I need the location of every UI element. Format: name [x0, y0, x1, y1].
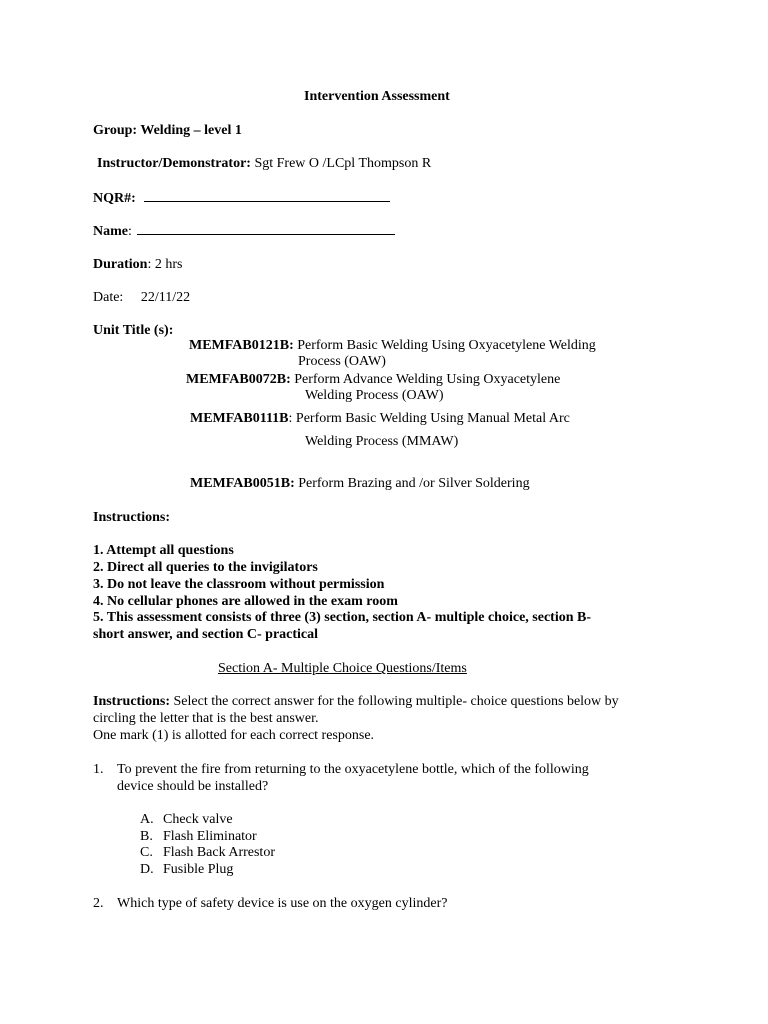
instruction-item: 3. Do not leave the classroom without permission	[93, 577, 385, 592]
question-2-number: 2.	[93, 896, 104, 911]
unit-1-line2: Process (OAW)	[298, 354, 386, 369]
duration-value: : 2 hrs	[147, 257, 183, 272]
unit-2-code: MEMFAB0072B:	[186, 372, 291, 387]
group-row	[93, 122, 242, 139]
date-value: 22/11/22	[140, 290, 191, 305]
option-letter: B.	[140, 829, 153, 844]
instruction-item: 5. This assessment consists of three (3) section, section A- multiple choice, section B-	[93, 610, 591, 625]
section-a-instructions-text: Select the correct answer for the following multiple- choice questions below by	[173, 694, 619, 709]
question-1-number: 1.	[93, 762, 104, 777]
question-1-option-b	[140, 828, 257, 845]
option-text: Fusible Plug	[163, 862, 234, 877]
unit-2-title: Perform Advance Welding Using Oxyacetylene	[294, 372, 561, 387]
group-value: Welding – level 1	[140, 123, 242, 138]
name-blank-line	[137, 222, 395, 235]
option-letter: D.	[140, 862, 154, 877]
date-label: Date:	[93, 290, 124, 305]
instructions-heading: Instructions:	[93, 510, 171, 525]
option-text: Check valve	[163, 812, 233, 827]
unit-1-line1	[189, 337, 596, 354]
section-a-instructions-line1	[93, 693, 619, 710]
instructor-value: Sgt Frew O /LCpl Thompson R	[254, 156, 432, 171]
question-1-option-d	[140, 861, 233, 878]
nqr-row	[93, 189, 390, 207]
group-label: Group:	[93, 123, 138, 138]
unit-3-title: : Perform Basic Welding Using Manual Metal Arc	[288, 411, 570, 426]
unit-title-label: Unit Title (s):	[93, 323, 174, 338]
question-1-option-a	[140, 811, 233, 828]
unit-3-line2: Welding Process (MMAW)	[305, 434, 459, 449]
option-text: Flash Eliminator	[163, 829, 257, 844]
instruction-item: 4. No cellular phones are allowed in the exam room	[93, 594, 398, 609]
option-letter: C.	[140, 845, 153, 860]
unit-2-line2: Welding Process (OAW)	[305, 388, 444, 403]
document-title: Intervention Assessment	[304, 89, 450, 104]
name-row	[93, 222, 395, 240]
unit-3-line1	[190, 410, 570, 427]
question-1-option-c	[140, 844, 275, 861]
section-a-instructions-line3: One mark (1) is allotted for each correct response.	[93, 728, 375, 743]
unit-1-title: Perform Basic Welding Using Oxyacetylene Welding	[297, 338, 596, 353]
nqr-blank-line	[144, 189, 390, 202]
duration-label: Duration	[93, 257, 148, 272]
unit-2-line1	[186, 371, 560, 388]
section-a-heading: Section A- Multiple Choice Questions/Items	[218, 661, 467, 676]
instruction-item: 2. Direct all queries to the invigilators	[93, 560, 318, 575]
name-label: Name	[93, 224, 128, 239]
name-colon: :	[128, 224, 132, 239]
instructor-label: Instructor/Demonstrator:	[97, 156, 251, 171]
option-letter: A.	[140, 812, 154, 827]
question-1-text-line2: device should be installed?	[117, 779, 269, 794]
instruction-item: 1. Attempt all questions	[93, 543, 234, 558]
option-text: Flash Back Arrestor	[163, 845, 275, 860]
section-a-instructions-line2: circling the letter that is the best answer.	[93, 711, 319, 726]
question-2-text-line1: Which type of safety device is use on the oxygen cylinder?	[117, 896, 448, 911]
unit-1-code: MEMFAB0121B:	[189, 338, 294, 353]
unit-4-line1	[190, 475, 530, 492]
unit-4-code: MEMFAB0051B:	[190, 476, 295, 491]
date-row	[93, 289, 190, 306]
nqr-label: NQR#:	[93, 191, 136, 206]
unit-4-title: Perform Brazing and /or Silver Soldering	[298, 476, 530, 491]
question-1-text-line1: To prevent the fire from returning to the oxyacetylene bottle, which of the following	[117, 762, 589, 777]
instructor-row	[97, 155, 431, 172]
section-a-instructions-label: Instructions:	[93, 694, 171, 709]
unit-3-code: MEMFAB0111B	[190, 411, 289, 426]
instruction-item: short answer, and section C- practical	[93, 627, 319, 642]
duration-row	[93, 256, 182, 273]
